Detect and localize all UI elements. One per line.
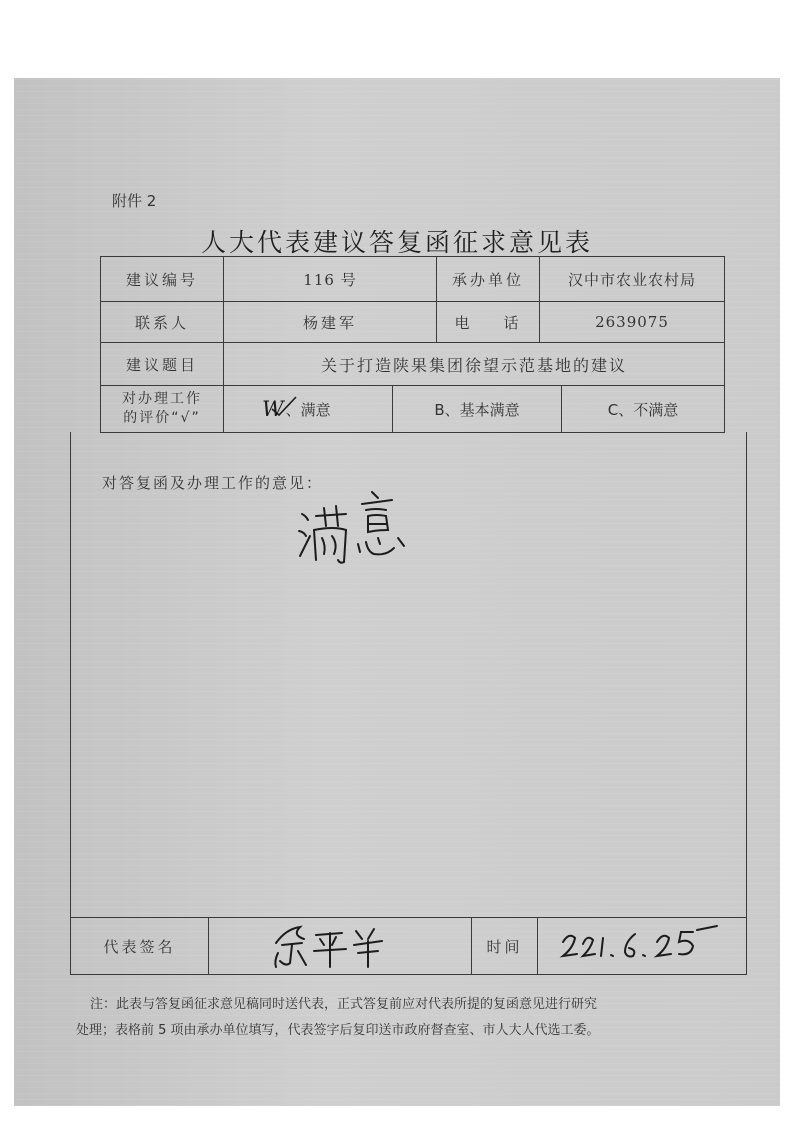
phone-value: 2639075	[539, 301, 725, 343]
evaluation-label-line2: 的评价“√”	[123, 410, 201, 426]
option-a-cell	[223, 385, 393, 433]
date-cell	[537, 917, 747, 975]
opinion-label: 对答复函及办理工作的意见：	[102, 474, 324, 492]
option-a-label: 、满意	[285, 400, 331, 419]
signature-cell	[208, 917, 472, 975]
option-b-cell	[392, 385, 562, 433]
signature-label: 代表签名	[70, 917, 209, 975]
evaluation-label	[100, 385, 224, 433]
handwritten-date	[557, 924, 727, 968]
note-line-1: 注：此表与答复函征求意见稿同时送代表，正式答复前应对代表所提的复函意见进行研究	[90, 997, 598, 1012]
option-c-cell	[561, 385, 725, 433]
phone-label: 电 话	[436, 301, 540, 343]
handwritten-opinion	[294, 486, 414, 566]
option-b-label: B、基本满意	[434, 400, 520, 419]
attachment-label: 附件 2	[112, 192, 157, 210]
evaluation-label-line1: 对办理工作	[122, 391, 202, 407]
unit-label: 承办单位	[436, 256, 540, 302]
handwritten-signature	[270, 921, 410, 971]
scanned-page	[14, 78, 780, 1106]
number-value: 116 号	[223, 256, 437, 302]
date-label: 时间	[471, 917, 538, 975]
checkmark-icon	[270, 395, 298, 417]
unit-value: 汉中市农业农村局	[539, 256, 725, 302]
topic-value: 关于打造陕果集团徐望示范基地的建议	[223, 342, 725, 386]
form-title: 人大代表建议答复函征求意见表	[200, 228, 593, 257]
option-c-label: C、不满意	[607, 400, 679, 419]
topic-label: 建议题目	[100, 342, 224, 386]
option-a-check-mark: W	[262, 397, 284, 421]
contact-value: 杨建军	[223, 301, 437, 343]
contact-label: 联系人	[100, 301, 224, 343]
note-line-2: 处理；表格前 5 项由承办单位填写，代表签字后复印送市政府督查室、市人大人代选工委。	[76, 1023, 600, 1038]
number-label: 建议编号	[100, 256, 224, 302]
